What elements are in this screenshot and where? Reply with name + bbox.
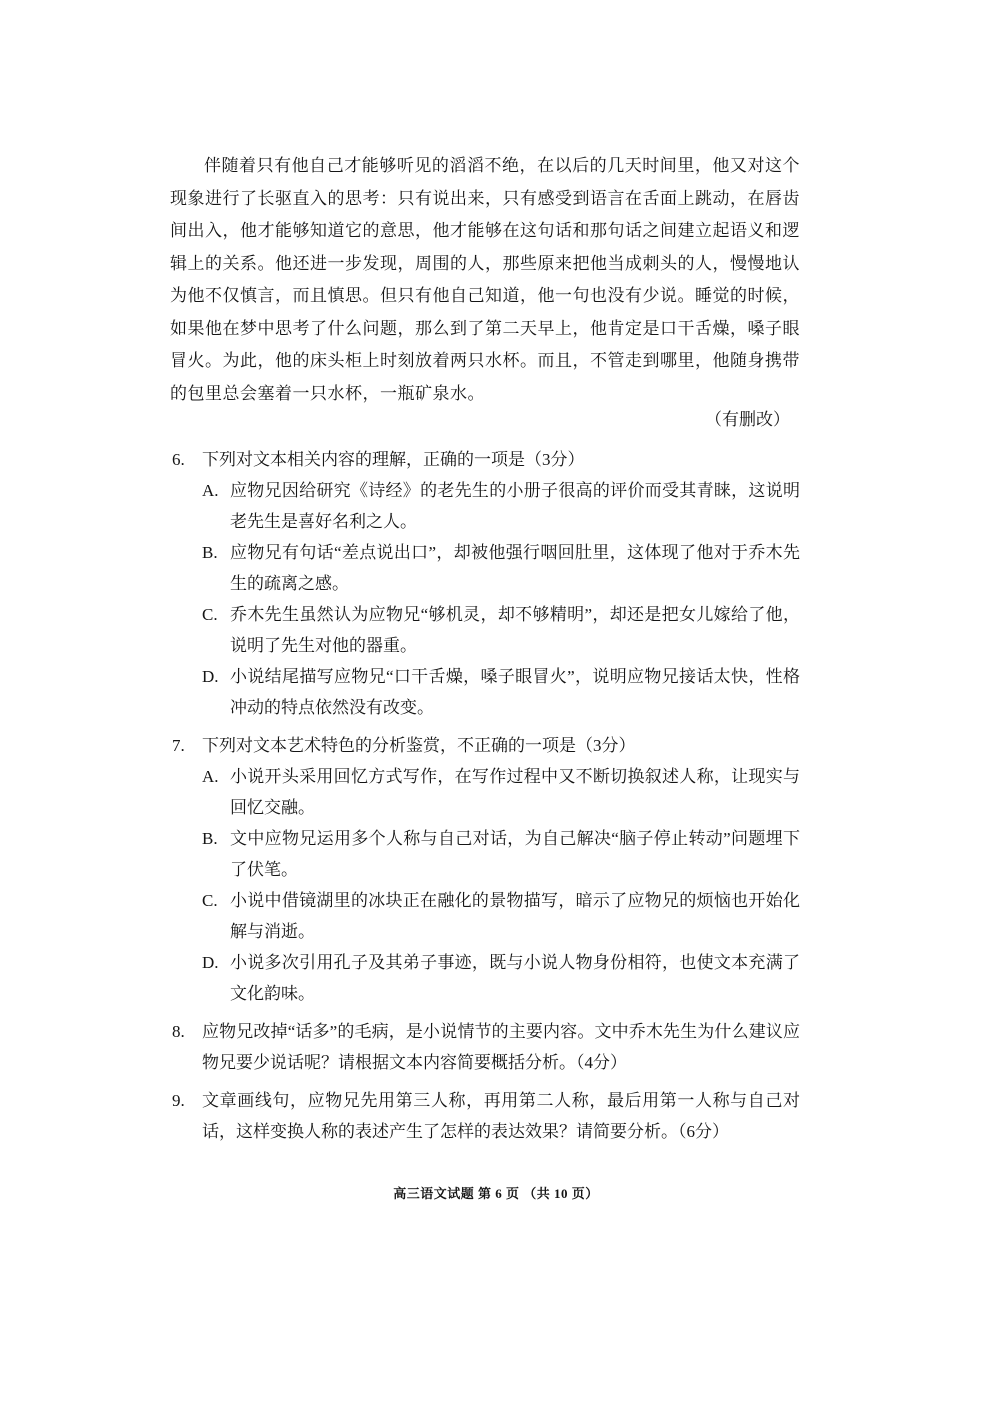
option-letter: B.: [202, 543, 218, 562]
option-letter: D.: [202, 953, 219, 972]
passage-paragraph: 伴随着只有他自己才能够听见的滔滔不绝，在以后的几天时间里，他又对这个现象进行了长驱直入的思考：只有说出来，只有感受到语言在舌面上跳动，在唇齿间出入，他才能够知道它的意思，他才能够在这句话和那句话之间建立起语义和逻辑上的关系。他还进一步发现，周围的人，那些原来把他当成刺头的人，慢慢地认为他不仅慎言，而且慎思。但只有他自己知道，他一句也没有少说。睡觉的时候，如果他在梦中思考了什么问题，那么到了第二天早上，他肯定是口干舌燥，嗓子眼冒火。为此，他的床头柜上时刻放着两只水杯。而且，不管走到哪里，他随身携带的包里总会塞着一只水杯，一瓶矿泉水。: [170, 156, 800, 404]
question-text: 下列对文本艺术特色的分析鉴赏，不正确的一项是（3分）: [202, 736, 636, 755]
question-text: 应物兄改掉“话多”的毛病，是小说情节的主要内容。文中乔木先生为什么建议应物兄要少说话呢？请根据文本内容简要概括分析。（4分）: [202, 1022, 800, 1072]
option-text: 文中应物兄运用多个人称与自己对话，为自己解决“脑子停止转动”问题埋下了伏笔。: [230, 829, 800, 879]
question-number: 8.: [172, 1022, 185, 1041]
question-9: [172, 1085, 800, 1147]
question-list: [172, 444, 800, 1154]
option-text: 小说结尾描写应物兄“口干舌燥，嗓子眼冒火”，说明应物兄接话太快，性格冲动的特点依然没有改变。: [230, 667, 800, 717]
option-letter: A.: [202, 481, 219, 500]
option-b: [202, 823, 800, 885]
option-list: [172, 761, 800, 1009]
option-d: [202, 661, 800, 723]
option-c: [202, 599, 800, 661]
question-7: [172, 730, 800, 1009]
option-text: 应物兄因给研究《诗经》的老先生的小册子很高的评价而受其青睐，这说明老先生是喜好名利之人。: [230, 481, 800, 531]
question-number: 9.: [172, 1091, 185, 1110]
option-b: [202, 537, 800, 599]
option-list: [172, 475, 800, 723]
question-number: 6.: [172, 450, 185, 469]
option-text: 小说中借镜湖里的冰块正在融化的景物描写，暗示了应物兄的烦恼也开始化解与消逝。: [230, 891, 800, 941]
question-6: [172, 444, 800, 723]
option-letter: B.: [202, 829, 218, 848]
page-footer: 高三语文试题 第 6 页 （共 10 页）: [393, 1186, 599, 1201]
question-text: 下列对文本相关内容的理解，正确的一项是（3分）: [202, 450, 585, 469]
option-d: [202, 947, 800, 1009]
option-c: [202, 885, 800, 947]
question-stem: [172, 1085, 800, 1147]
source-note: （有删改）: [705, 410, 790, 429]
option-text: 小说开头采用回忆方式写作，在写作过程中又不断切换叙述人称，让现实与回忆交融。: [230, 767, 800, 817]
option-letter: C.: [202, 605, 218, 624]
question-number: 7.: [172, 736, 185, 755]
option-letter: D.: [202, 667, 219, 686]
option-a: [202, 475, 800, 537]
question-8: [172, 1016, 800, 1078]
option-letter: C.: [202, 891, 218, 910]
question-stem: [172, 444, 800, 475]
question-stem: [172, 730, 800, 761]
option-letter: A.: [202, 767, 219, 786]
question-stem: [172, 1016, 800, 1078]
option-text: 小说多次引用孔子及其弟子事迹，既与小说人物身份相符，也使文本充满了文化韵味。: [230, 953, 800, 1003]
option-text: 应物兄有句话“差点说出口”，却被他强行咽回肚里，这体现了他对于乔木先生的疏离之感。: [230, 543, 800, 593]
option-a: [202, 761, 800, 823]
option-text: 乔木先生虽然认为应物兄“够机灵，却不够精明”，却还是把女儿嫁给了他，说明了先生对他的器重。: [230, 605, 800, 655]
question-text: 文章画线句，应物兄先用第三人称，再用第二人称，最后用第一人称与自己对话，这样变换人称的表述产生了怎样的表达效果？请简要分析。（6分）: [202, 1091, 800, 1141]
